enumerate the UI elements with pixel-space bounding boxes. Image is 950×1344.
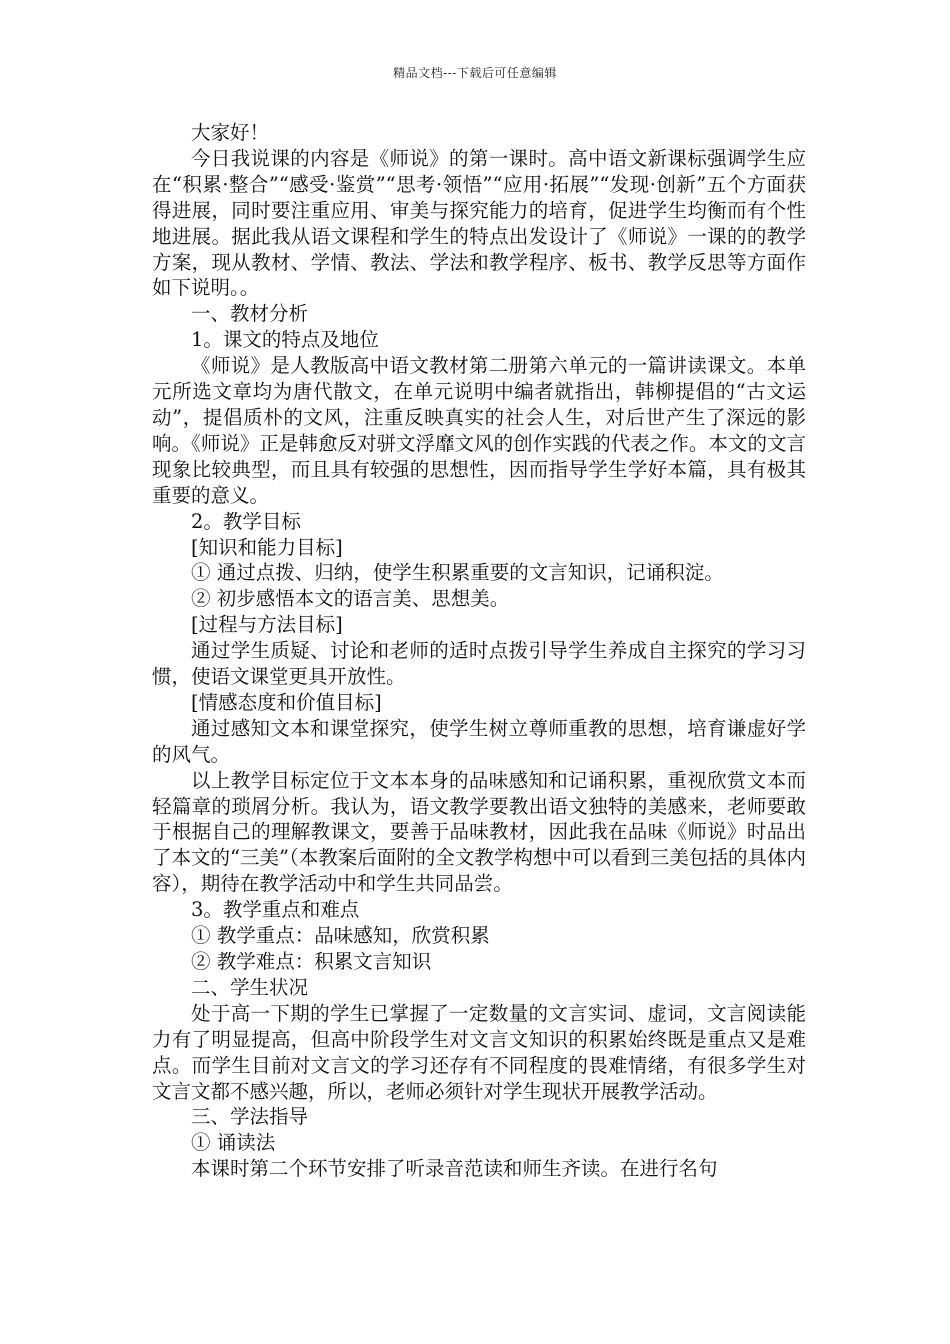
paragraph-features: 《师说》是人教版高中语文教材第二册第六单元的一篇讲读课文。本单元所选文章均为唐代散文，在单元说明中编者就指出，韩柳提倡的“古文运动”，提倡质朴的文风，注重反映真实的社会人生，对后世产生了深远的影响。《师说》正是韩愈反对骈文浮靡文风的创作实践的代表之作。本文的文言现象比较典型，而且具有较强的思想性，因而指导学生学好本篇，具有极其重要的意义。 — [152, 354, 806, 507]
subheading-features: 1。课文的特点及地位 — [191, 328, 379, 352]
page-header: 精品文档---下载后可任意编辑 — [393, 66, 557, 80]
paragraph-objectives-summary: 以上教学目标定位于文本本身的品味感知和记诵积累，重视欣赏文本而轻篇章的琐屑分析。我认为，语文教学要教出语文独特的美感来，老师要敢于根据自己的理解教课文，要善于品味教材，因此我在品味《师说》时品出了本文的“三美”（本教案后面附的全文教学构想中可以看到三美包括的具体内容），期待在教学活动中和学生共同品尝。 — [152, 768, 806, 896]
section-heading-textbook-analysis: 一、教材分析 — [191, 302, 309, 326]
intro-paragraph: 今日我说课的内容是《师说》的第一课时。高中语文新课标强调学生应在“积累·整合”“感受·鉴赏”“思考·领悟”“应用·拓展”“发现·创新”五个方面获得进展，同时要注重应用、审美与探究能力的培育，促进学生均衡而有个性地进展。据此我从语文课程和学生的特点出发设计了《师说》一课的的教学方案，现从教材、学情、教法、学法和教学程序、板书、教学反思等方面作如下说明。。 — [152, 146, 806, 300]
section-heading-students: 二、学生状况 — [191, 975, 309, 999]
objective-knowledge-label: [知识和能力目标] — [191, 535, 343, 559]
subheading-key-points: 3。教学重点和难点 — [191, 898, 360, 922]
objective-emotion-label: [情感态度和价值目标] — [191, 690, 382, 714]
paragraph-emotion: 通过感知文本和课堂探究，使学生树立尊师重教的思想，培育谦虚好学的风气。 — [152, 716, 806, 766]
paragraph-process: 通过学生质疑、讨论和老师的适时点拨引导学生养成自主探究的学习习惯，使语文课堂更具开放性。 — [152, 639, 806, 689]
objective-item-1: ① 通过点拨、归纳，使学生积累重要的文言知识，记诵积淀。 — [191, 561, 724, 585]
subheading-objectives: 2。教学目标 — [191, 509, 301, 533]
paragraph-reading: 本课时第二个环节安排了听录音范读和师生齐读。在进行名句 — [191, 1157, 718, 1181]
document-body — [152, 120, 806, 1182]
section-heading-study-methods: 三、学法指导 — [191, 1105, 309, 1129]
method-item-reading: ① 诵读法 — [191, 1131, 276, 1155]
greeting: 大家好！ — [191, 121, 270, 144]
difficult-point-item: ② 教学难点：积累文言知识 — [191, 950, 432, 973]
paragraph-students: 处于高一下期的学生已掌握了一定数量的文言实词、虚词，文言阅读能力有了明显提高，但高中阶段学生对文言文知识的积累始终既是重点又是难点。而学生目前对文言文的学习还存有不同程度的畏难情绪，有很多学生对文言文都不感兴趣，所以，老师必须针对学生现状开展教学活动。 — [152, 1001, 806, 1103]
key-point-item: ① 教学重点：品味感知，欣赏积累 — [191, 924, 490, 948]
objective-item-2: ② 初步感悟本文的语言美、思想美。 — [191, 587, 510, 611]
objective-process-label: [过程与方法目标] — [191, 613, 343, 637]
